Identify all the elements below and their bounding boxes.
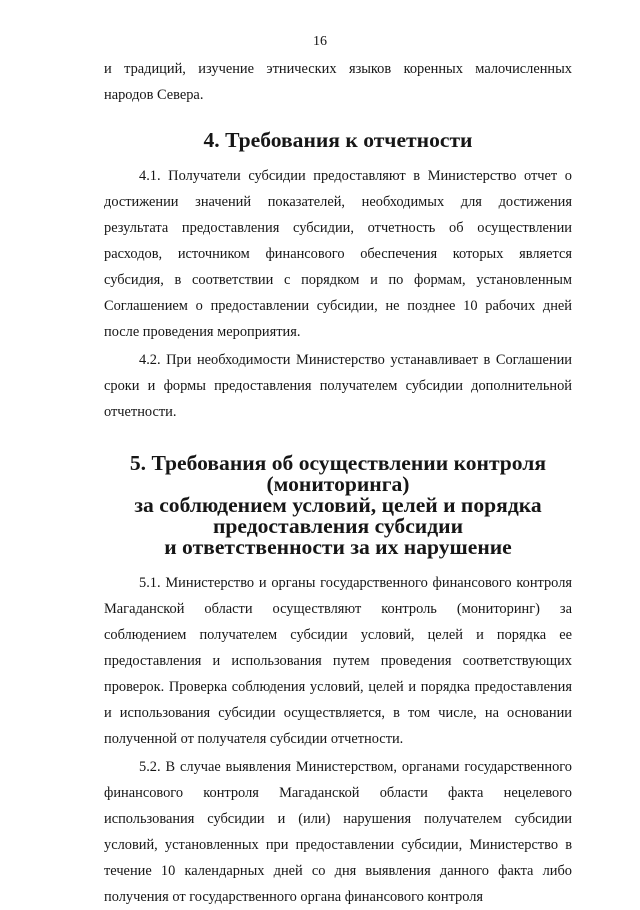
section-4-heading: 4. Требования к отчетности xyxy=(203,128,473,152)
page-content xyxy=(104,56,572,910)
paragraph-5-1: 5.1. Министерство и органы государственного финансового контроля Магаданской области осуществляют контроль (мониторинг) за соблюдением получателем субсидии условий, целей и порядка ее предоставления и использования путем проведения соответствующих проверок. Проверка соблюдения условий, целей и порядка предоставления и использования субсидии осуществляется, в том числе, на основании полученной от получателя субсидии отчетности. xyxy=(104,575,572,747)
section-5-heading xyxy=(104,453,572,558)
paragraph-4-1: 4.1. Получатели субсидии предоставляют в Министерство отчет о достижении значений показателей, необходимых для достижения результата предоставления субсидии, отчетность об осуществлении расходов, источником финансового обеспечения которых является субсидия, в соответствии с порядком и по формам, установленным Соглашением о предоставлении субсидии, не позднее 10 рабочих дней после проведения мероприятия. xyxy=(104,168,572,340)
paragraph-4-2: 4.2. При необходимости Министерство устанавливает в Соглашении сроки и формы предоставления получателем субсидии дополнительной отчетности. xyxy=(104,352,572,420)
paragraph-5-2: 5.2. В случае выявления Министерством, органами государственного финансового контроля Магаданской области факта нецелевого использования субсидии и (или) нарушения получателем субсидии условий, установленных при предоставлении субсидии, Министерство в течение 10 календарных дней со дня выявления данного факта либо получения от государственного органа финансового контроля xyxy=(104,759,572,905)
page-number: 16 xyxy=(313,34,327,49)
section-5-heading-line-2: за соблюдением условий, целей и порядка предоставления субсидии xyxy=(134,493,542,538)
intro-paragraph: и традиций, изучение этнических языков коренных малочисленных народов Севера. xyxy=(104,61,572,103)
section-5-heading-line-3: и ответственности за их нарушение xyxy=(164,535,512,559)
section-5-heading-line-1: 5. Требования об осуществлении контроля (мониторинга) xyxy=(129,451,547,496)
